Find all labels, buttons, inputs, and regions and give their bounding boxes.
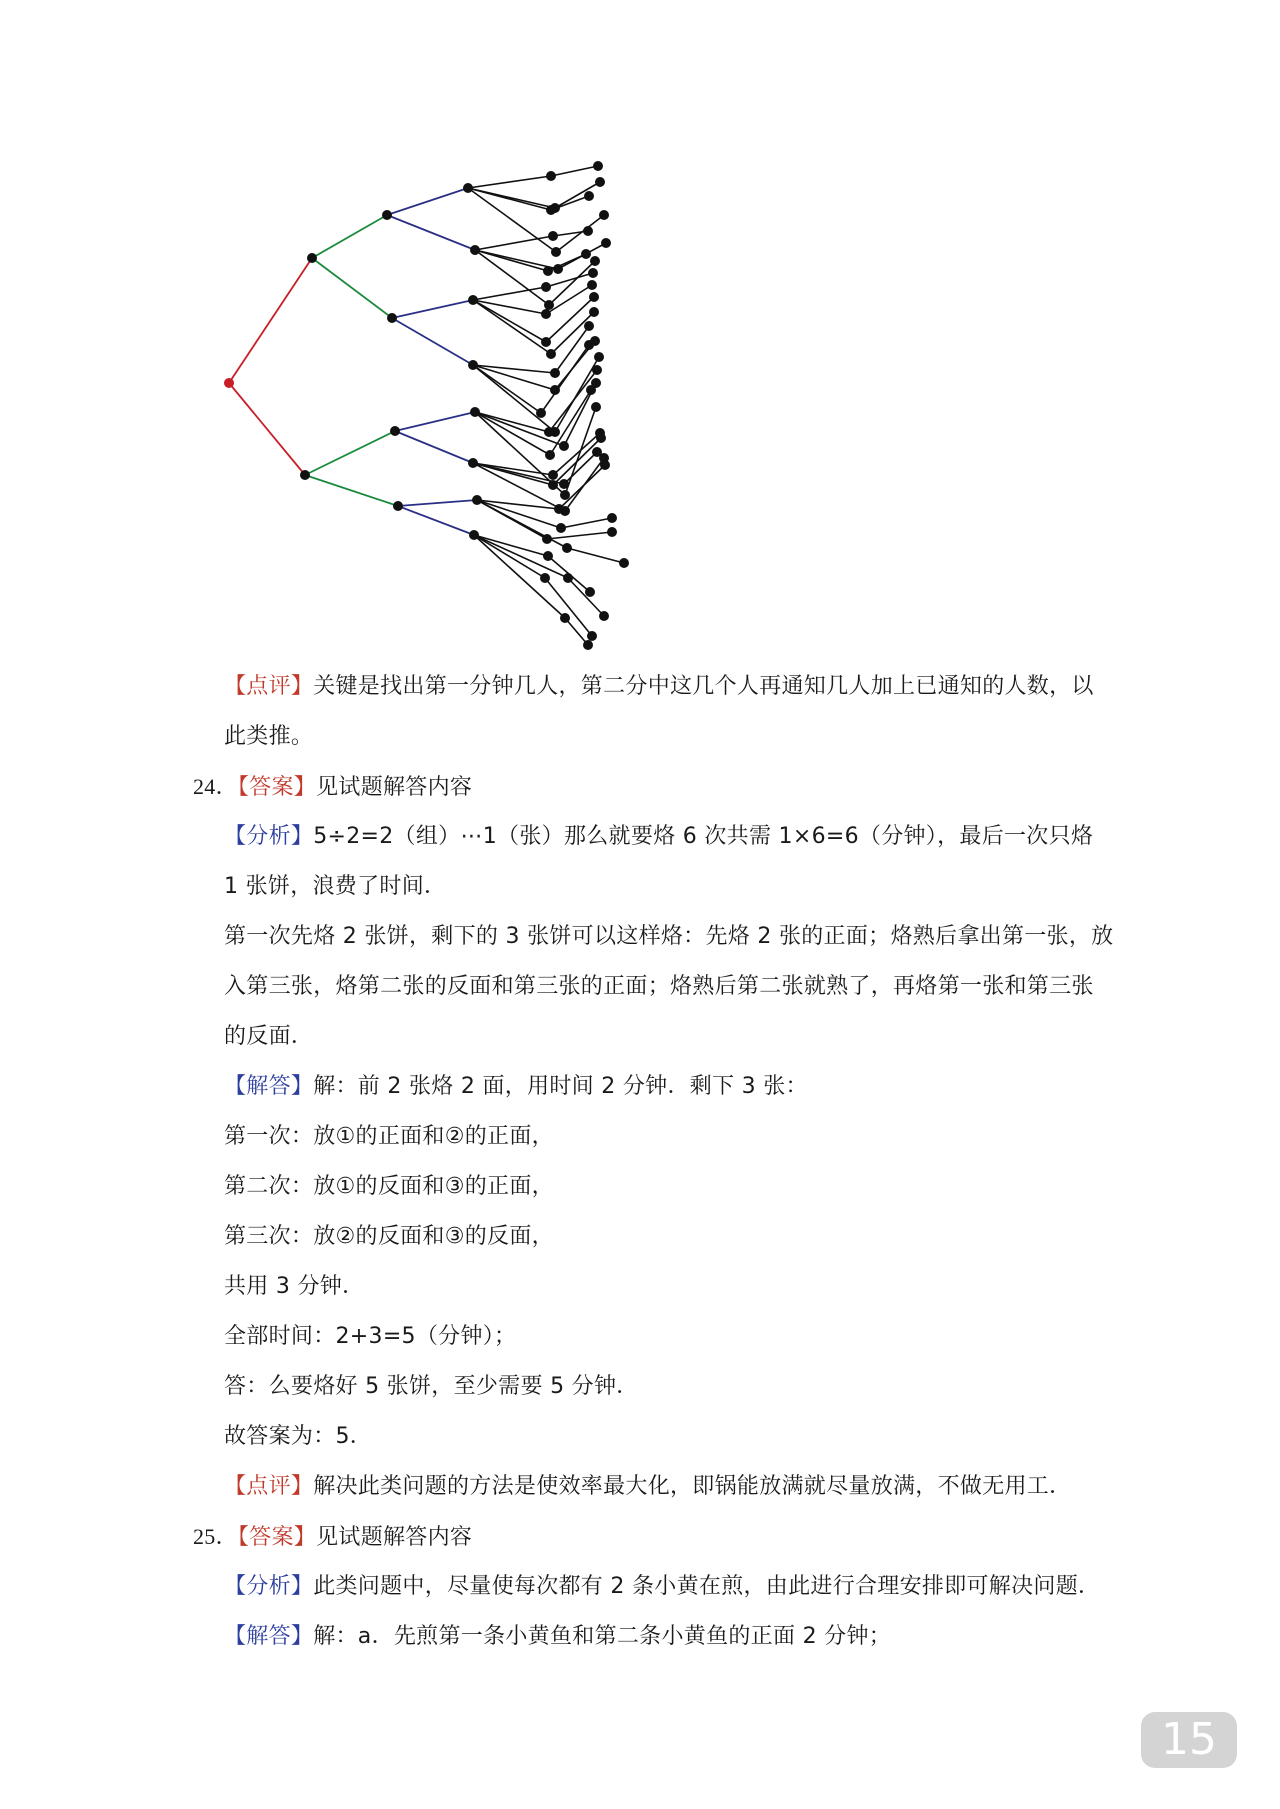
tree-node xyxy=(584,340,594,350)
tree-node xyxy=(593,161,603,171)
tree-node xyxy=(544,427,554,437)
q25-analysis-line xyxy=(224,1572,1100,1602)
tree-node xyxy=(560,613,570,623)
tree-edge xyxy=(392,300,473,318)
solution-step: 故答案为：5． xyxy=(224,1424,373,1449)
tree-node xyxy=(592,365,602,375)
tree-node xyxy=(551,247,561,257)
q24-analysis-line-4 xyxy=(224,972,1094,1002)
q24-solution-line-6 xyxy=(224,1322,516,1352)
tree-node xyxy=(587,280,597,290)
tree-edge xyxy=(392,318,473,365)
tree-node xyxy=(559,479,569,489)
tree-edge xyxy=(468,188,551,210)
tree-node xyxy=(584,191,594,201)
solution-tag: 【解答】 xyxy=(224,1074,314,1099)
tree-edge xyxy=(556,215,604,252)
tree-edge xyxy=(312,215,387,258)
q24-solution-line-5 xyxy=(224,1272,364,1302)
tree-node xyxy=(607,527,617,537)
review-text-cont: 此类推。 xyxy=(224,724,314,749)
answer-tag: 【答案】 xyxy=(237,1525,317,1550)
tree-node xyxy=(545,450,555,460)
tree-edge xyxy=(387,215,475,250)
solution-text: 解：a．先煎第一条小黄鱼和第二条小黄鱼的正面 2 分钟； xyxy=(313,1624,892,1649)
solution-step: 第一次：放①的正面和②的正面， xyxy=(224,1124,554,1149)
tree-node xyxy=(594,352,604,362)
tree-node xyxy=(542,534,552,544)
tree-node xyxy=(550,385,560,395)
tree-node xyxy=(540,573,550,583)
tree-edge xyxy=(473,287,546,300)
solution-text: 解：前 2 张烙 2 面，用时间 2 分钟．剩下 3 张： xyxy=(313,1074,808,1099)
tree-edge xyxy=(229,258,312,383)
analysis-text: 此类问题中，尽量使每次都有 2 条小黄在煎，由此进行合理安排即可解决问题． xyxy=(313,1574,1101,1599)
tree-node xyxy=(469,530,479,540)
tree-node xyxy=(300,470,310,480)
tree-node xyxy=(541,337,551,347)
solution-step: 共用 3 分钟． xyxy=(224,1274,365,1299)
tree-edge xyxy=(475,236,553,250)
tree-node xyxy=(562,543,572,553)
tree-node xyxy=(589,292,599,302)
tree-node xyxy=(553,264,563,274)
answer-text: 见试题解答内容 xyxy=(316,1525,473,1550)
tree-edge xyxy=(561,518,612,528)
tree-edge xyxy=(565,618,588,645)
tree-edge xyxy=(567,548,624,563)
tree-node xyxy=(560,490,570,500)
tree-node xyxy=(600,460,610,470)
tree-node xyxy=(590,256,600,266)
tree-node xyxy=(463,183,473,193)
tree-node xyxy=(536,408,546,418)
solution-step: 答：么要烙好 5 张饼，至少需要 5 分钟． xyxy=(224,1374,639,1399)
tree-node xyxy=(563,573,573,583)
question-24-answer xyxy=(193,772,472,803)
question-25-answer xyxy=(193,1522,472,1553)
tree-node xyxy=(548,480,558,490)
tree-edge xyxy=(398,506,474,535)
tree-node xyxy=(393,501,403,511)
solution-tag: 【解答】 xyxy=(224,1624,314,1649)
tree-edge xyxy=(546,285,592,314)
tree-edge xyxy=(551,166,598,176)
analysis-tag: 【分析】 xyxy=(224,824,314,849)
page-number-badge: 15 xyxy=(1141,1712,1237,1768)
tree-node xyxy=(468,295,478,305)
tree-node xyxy=(583,226,593,236)
analysis-tag: 【分析】 xyxy=(224,1574,314,1599)
tree-edge xyxy=(564,452,597,484)
answer-tag: 【答案】 xyxy=(237,775,317,800)
review-text: 关键是找出第一分钟几人，第二分中这几个人再通知几人加上已通知的人数，以 xyxy=(313,674,1094,699)
tree-edge xyxy=(395,431,473,463)
q24-analysis-line-5 xyxy=(224,1022,313,1052)
tree-node xyxy=(387,313,397,323)
q24-analysis-line-3 xyxy=(224,922,1113,952)
analysis-text-cont: 入第三张，烙第二张的反面和第三张的正面；烙熟后第二张就熟了，再烙第一张和第三张 xyxy=(224,974,1094,999)
tree-node xyxy=(556,523,566,533)
tree-edge xyxy=(398,500,477,506)
tree-node xyxy=(599,210,609,220)
tree-edge xyxy=(473,365,541,413)
q24-solution-line-2 xyxy=(224,1122,554,1152)
tree-edge xyxy=(312,258,392,318)
tree-node xyxy=(591,402,601,412)
tree-edge xyxy=(395,412,475,431)
solution-step: 第二次：放①的反面和③的正面， xyxy=(224,1174,554,1199)
question-number: 24． xyxy=(193,774,238,799)
tree-node xyxy=(548,231,558,241)
solution-step: 第三次：放②的反面和③的反面， xyxy=(224,1224,554,1249)
q24-solution-line-7 xyxy=(224,1372,639,1402)
tree-node xyxy=(541,309,551,319)
tree-node xyxy=(559,441,569,451)
tree-node xyxy=(586,385,596,395)
q24-solution-line-4 xyxy=(224,1222,554,1252)
tree-node xyxy=(588,268,598,278)
tree-edge xyxy=(477,500,567,548)
analysis-text-cont: 1 张饼，浪费了时间． xyxy=(224,874,447,899)
tree-node xyxy=(470,407,480,417)
tree-node xyxy=(595,177,605,187)
tree-node xyxy=(307,253,317,263)
tree-node xyxy=(546,171,556,181)
tree-node xyxy=(546,205,556,215)
notification-tree-diagram xyxy=(0,0,1280,660)
q24-solution-line-3 xyxy=(224,1172,554,1202)
tree-node xyxy=(619,558,629,568)
tree-node xyxy=(541,282,551,292)
tree-edge xyxy=(553,231,588,236)
tree-node xyxy=(548,470,558,480)
tree-node xyxy=(584,321,594,331)
tree-node xyxy=(390,426,400,436)
tree-node xyxy=(543,551,553,561)
tree-node xyxy=(550,368,560,378)
tree-edge xyxy=(229,383,305,475)
q25-solution-line xyxy=(224,1622,891,1652)
tree-edge xyxy=(474,535,545,578)
analysis-text: 5÷2=2（组）⋯1（张）那么就要烙 6 次共需 1×6=6（分钟），最后一次只烙 xyxy=(313,824,1094,849)
tree-node xyxy=(472,495,482,505)
tree-node xyxy=(581,249,591,259)
tree-node xyxy=(382,210,392,220)
tree-edge xyxy=(305,431,395,475)
tree-node xyxy=(607,513,617,523)
tree-node xyxy=(554,504,564,514)
review-23-line-2 xyxy=(224,722,313,752)
tree-edge xyxy=(387,188,468,215)
tree-edge xyxy=(468,176,551,188)
tree-node xyxy=(468,360,478,370)
tree-node xyxy=(583,640,593,650)
review-text: 解决此类问题的方法是使效率最大化，即锅能放满就尽量放满，不做无用工． xyxy=(313,1474,1072,1499)
q24-review-line xyxy=(224,1472,1071,1502)
tree-node xyxy=(601,238,611,248)
tree-node xyxy=(468,458,478,468)
tree-node xyxy=(596,433,606,443)
review-tag: 【点评】 xyxy=(224,674,314,699)
tree-edge xyxy=(568,578,604,616)
tree-node xyxy=(587,631,597,641)
tree-node xyxy=(543,266,553,276)
answer-text: 见试题解答内容 xyxy=(316,775,473,800)
analysis-text-cont: 第一次先烙 2 张饼，剩下的 3 张饼可以这样烙：先烙 2 张的正面；烙熟后拿出第一张，放 xyxy=(224,924,1114,949)
analysis-text-cont: 的反面． xyxy=(224,1024,314,1049)
tree-node xyxy=(599,611,609,621)
tree-node xyxy=(546,349,556,359)
review-tag: 【点评】 xyxy=(224,1474,314,1499)
q24-analysis-line-1 xyxy=(224,822,1093,852)
question-number: 25． xyxy=(193,1524,238,1549)
tree-node xyxy=(585,587,595,597)
tree-edge xyxy=(547,532,612,539)
tree-node xyxy=(470,245,480,255)
tree-edge xyxy=(305,475,398,506)
q24-analysis-line-2 xyxy=(224,872,446,902)
tree-root-node xyxy=(224,378,234,388)
q24-solution-line-8 xyxy=(224,1422,372,1452)
tree-edge xyxy=(475,250,548,271)
tree-node xyxy=(589,307,599,317)
q24-solution-line-1 xyxy=(224,1072,808,1102)
solution-step: 全部时间：2+3=5（分钟）； xyxy=(224,1324,517,1349)
tree-node xyxy=(544,300,554,310)
review-23-line-1 xyxy=(224,672,1094,702)
